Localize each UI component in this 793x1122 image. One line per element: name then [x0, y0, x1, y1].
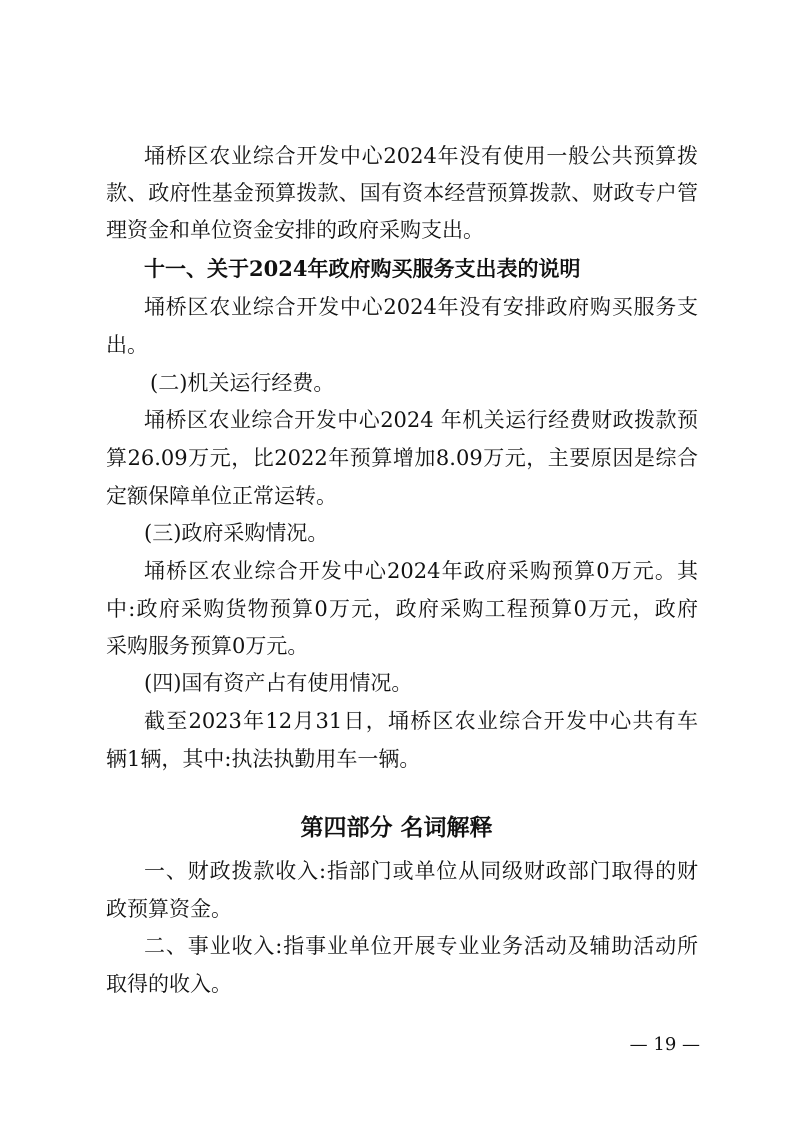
paragraph-line: 中:政府采购货物预算0万元，政府采购工程预算0万元，政府: [106, 597, 698, 621]
paragraph-line: 埇桥区农业综合开发中心2024 年机关运行经费财政拨款预: [144, 408, 698, 432]
paragraph-line: 截至2023年12月31日，埇桥区农业综合开发中心共有车: [144, 709, 698, 733]
paragraph-line: 辆1辆，其中:执法执勤用车一辆。: [106, 747, 421, 771]
subheading: (四)国有资产占有使用情况。: [144, 671, 413, 695]
paragraph-line: 算26.09万元，比2022年预算增加8.09万元，主要原因是综合: [106, 446, 698, 470]
subheading: (二)机关运行经费。: [150, 371, 335, 395]
paragraph-line: 埇桥区农业综合开发中心2024年没有使用一般公共预算拨: [144, 144, 698, 168]
subheading: (三)政府采购情况。: [144, 521, 329, 545]
paragraph-line: 埇桥区农业综合开发中心2024年政府采购预算0万元。其: [144, 559, 698, 583]
paragraph-line: 二、事业收入:指事业单位开展专业业务活动及辅助活动所: [144, 934, 698, 958]
paragraph-line: 一、财政拨款收入:指部门或单位从同级财政部门取得的财: [144, 859, 698, 883]
paragraph-line: 取得的收入。: [106, 972, 232, 996]
paragraph-line: 采购服务预算0万元。: [106, 634, 309, 658]
paragraph-line: 政预算资金。: [106, 897, 232, 921]
page-number: — 19 —: [629, 1034, 700, 1055]
section-heading: 十一、关于2024年政府购买服务支出表的说明: [144, 256, 581, 281]
paragraph-line: 埇桥区农业综合开发中心2024年没有安排政府购买服务支: [144, 295, 698, 319]
paragraph-line: 定额保障单位正常运转。: [106, 484, 337, 508]
paragraph-line: 出。: [106, 333, 148, 357]
paragraph-line: 理资金和单位资金安排的政府采购支出。: [106, 218, 484, 242]
section-title: 第四部分 名词解释: [300, 815, 493, 841]
paragraph-line: 款、政府性基金预算拨款、国有资本经营预算拨款、财政专户管: [106, 181, 698, 205]
